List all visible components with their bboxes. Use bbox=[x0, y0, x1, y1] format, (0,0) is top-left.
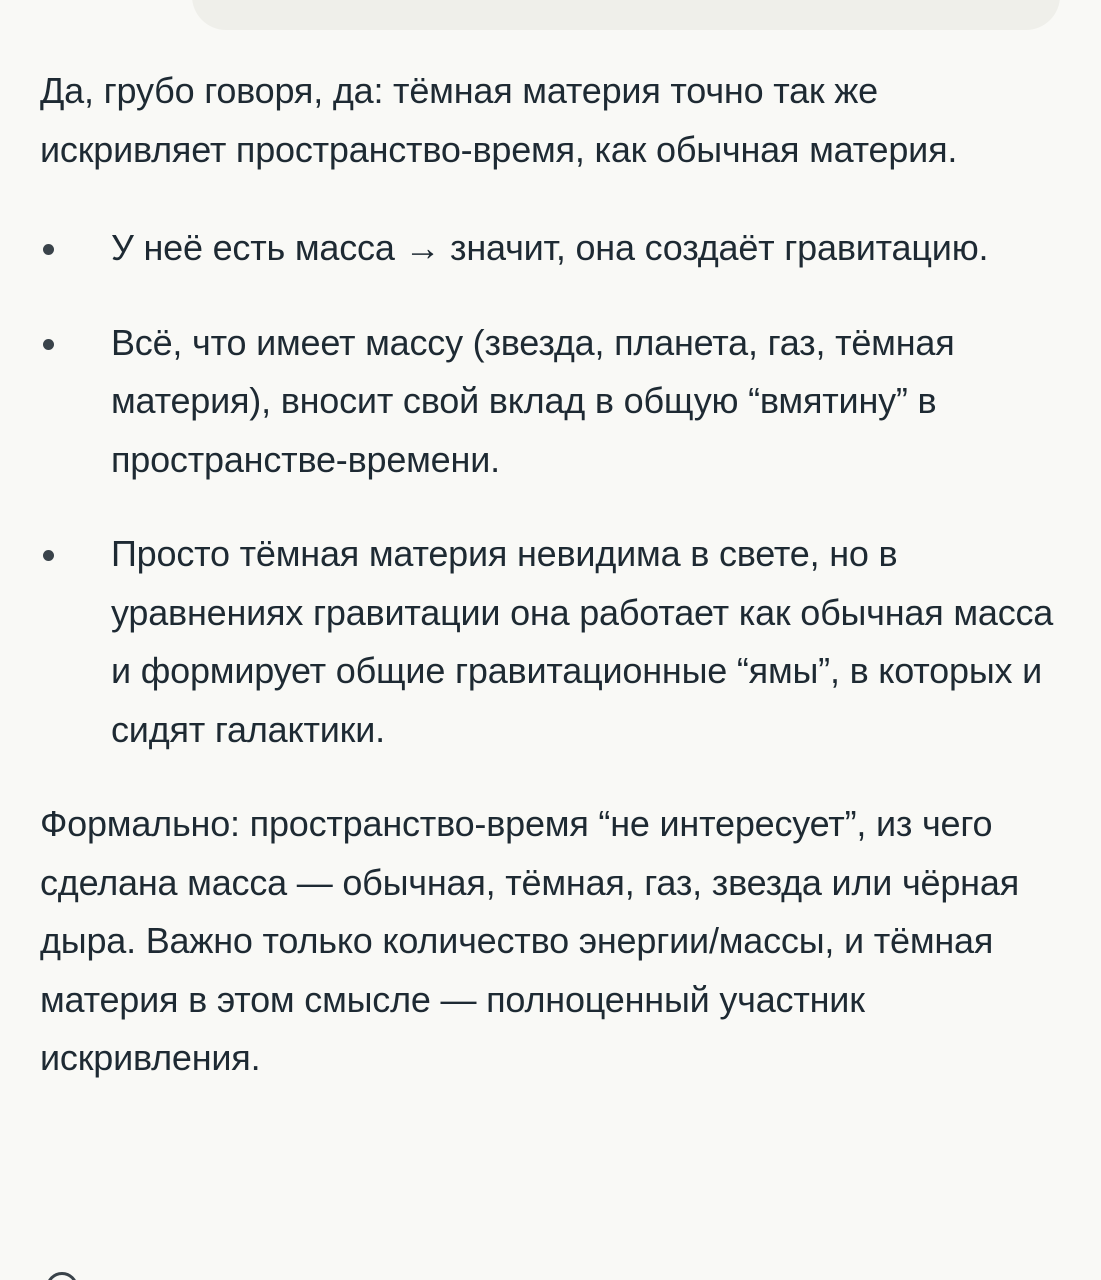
user-message-bubble bbox=[192, 0, 1060, 30]
assistant-message bbox=[40, 62, 1070, 1088]
circle-icon[interactable] bbox=[46, 1272, 78, 1280]
list-item-text: Просто тёмная материя невидима в свете, но в уравнениях гравитации она работает как обычная масса и формирует общие гравитационные “ямы”, в которых и сидят галактики. bbox=[111, 533, 1054, 750]
bullet-list bbox=[40, 219, 1070, 759]
list-item-text: Всё, что имеет массу (звезда, планета, газ, тёмная материя), вносит свой вклад в общую “вмятину” в пространстве-времени. bbox=[111, 321, 955, 480]
list-item bbox=[40, 219, 1070, 278]
list-item-text: У неё есть масса → значит, она создаёт гравитацию. bbox=[111, 227, 989, 268]
message-conclusion: Формально: пространство-время “не интересует”, из чего сделана масса — обычная, тёмная, газ, звезда или чёрная дыра. Важно только количество энергии/массы, и тёмная материя в этом смысле — полноценный участник искривления. bbox=[40, 803, 1019, 1078]
list-item bbox=[40, 525, 1070, 759]
message-intro: Да, грубо говоря, да: тёмная материя точно так же искривляет пространство-время, как обычная материя. bbox=[40, 70, 958, 170]
bullet-dot-icon bbox=[43, 244, 54, 255]
cut-off-footer bbox=[40, 1268, 1060, 1280]
list-item bbox=[40, 314, 1070, 490]
bullet-dot-icon bbox=[43, 339, 54, 350]
bullet-dot-icon bbox=[43, 550, 54, 561]
cut-off-footer-text bbox=[104, 1270, 1004, 1280]
